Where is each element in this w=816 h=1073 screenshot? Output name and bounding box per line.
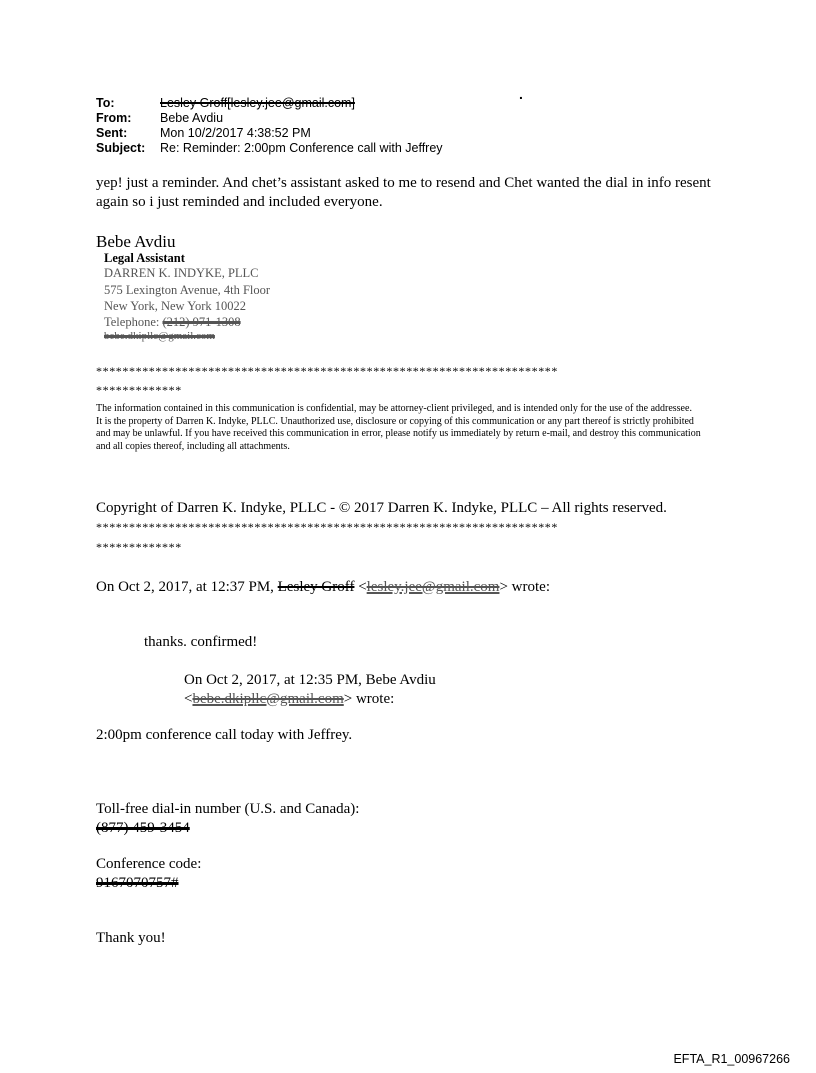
signature-address-1: 575 Lexington Avenue, 4th Floor xyxy=(104,283,271,297)
signature-name: Bebe Avdiu xyxy=(96,232,176,251)
signature-title: Legal Assistant xyxy=(104,251,185,265)
disclaimer-stars-top-long: ********************************************************************** xyxy=(96,364,558,378)
closing-thanks: Thank you! xyxy=(96,930,166,946)
dialin-number-redacted: (877) 459-3454 xyxy=(96,820,190,836)
header-sent-row xyxy=(96,126,443,141)
disclaimer-line-2: It is the property of Darren K. Indyke, PLLC. Unauthorized use, disclosure or copying of this communication or any part thereof is strictly prohibited xyxy=(96,415,694,427)
quote-2-line-2 xyxy=(184,690,436,709)
document-id: EFTA_R1_00967266 xyxy=(673,1052,790,1066)
from-label: From: xyxy=(96,111,132,125)
quote-2-email-link[interactable]: bebe.dkipllc@gmail.com xyxy=(192,691,344,707)
phone-label: Telephone: xyxy=(104,315,160,329)
message-body: yep! just a reminder. And chet’s assistant asked to me to resend and Chet wanted the dial in info resent again so i just reminded and included everyone. xyxy=(96,175,711,210)
to-value: Lesley Groff[lesley.jee@gmail.com] xyxy=(160,96,355,110)
quote-2-suffix: > wrote: xyxy=(343,691,395,707)
disclaimer-stars-bottom-long: ********************************************************************** xyxy=(96,520,558,534)
quote-2-lt: < xyxy=(184,691,193,707)
quote-header-2 xyxy=(184,671,436,709)
header-subject-row xyxy=(96,141,443,156)
quote-header-1 xyxy=(96,579,550,596)
subject-value: Re: Reminder: 2:00pm Conference call with Jeffrey xyxy=(160,141,443,155)
disclaimer-line-3: and may be unlawful. If you have received this communication in error, please notify us immediately by return e-mail, and destroy this communication xyxy=(96,428,701,439)
disclaimer-text xyxy=(96,403,726,453)
dialin-label: Toll-free dial-in number (U.S. and Canada): xyxy=(96,801,360,817)
signature-firm: DARREN K. INDYKE, PLLC xyxy=(104,266,259,280)
disclaimer-stars-top-short: ************* xyxy=(96,383,182,397)
phone-value-redacted: (212) 971-1308 xyxy=(162,315,241,329)
from-value: Bebe Avdiu xyxy=(160,111,224,125)
header-to-row xyxy=(96,96,443,111)
signature-phone xyxy=(104,315,241,330)
quote-2-line-1: On Oct 2, 2017, at 12:35 PM, Bebe Avdiu xyxy=(184,672,436,688)
call-announcement: 2:00pm conference call today with Jeffrey. xyxy=(96,727,353,743)
quote-1-suffix: > wrote: xyxy=(499,579,550,595)
quote-1-email-link[interactable]: lesley.jee@gmail.com xyxy=(366,579,500,595)
disclaimer-line-4: and all copies thereof, including all attachments. xyxy=(96,440,290,452)
copyright-notice: Copyright of Darren K. Indyke, PLLC - © 2017 Darren K. Indyke, PLLC – All rights reserved. xyxy=(96,500,667,516)
email-header xyxy=(96,96,443,156)
sent-label: Sent: xyxy=(96,126,128,140)
signature-address-2: New York, New York 10022 xyxy=(104,299,247,313)
signature-email-redacted: bebe.dkipllc@gmail.com xyxy=(104,330,215,342)
conference-code-label: Conference code: xyxy=(96,856,202,872)
sent-value: Mon 10/2/2017 4:38:52 PM xyxy=(160,126,311,140)
header-from-row xyxy=(96,111,443,126)
quote-1-prefix: On Oct 2, 2017, at 12:37 PM, xyxy=(96,579,274,595)
to-label: To: xyxy=(96,96,115,110)
conference-code-redacted: 9167070757# xyxy=(96,875,179,891)
quote-reply-text: thanks. confirmed! xyxy=(144,634,258,650)
stray-mark: . xyxy=(519,86,523,102)
quote-1-lt: < xyxy=(358,579,367,595)
subject-label: Subject: xyxy=(96,141,146,155)
disclaimer-line-1: The information contained in this communication is confidential, may be attorney-client privileged, and is intended only for the use of the addressee. xyxy=(96,403,692,414)
disclaimer-stars-bottom-short: ************* xyxy=(96,540,182,554)
quote-1-name-redacted: Lesley Groff xyxy=(277,579,355,595)
